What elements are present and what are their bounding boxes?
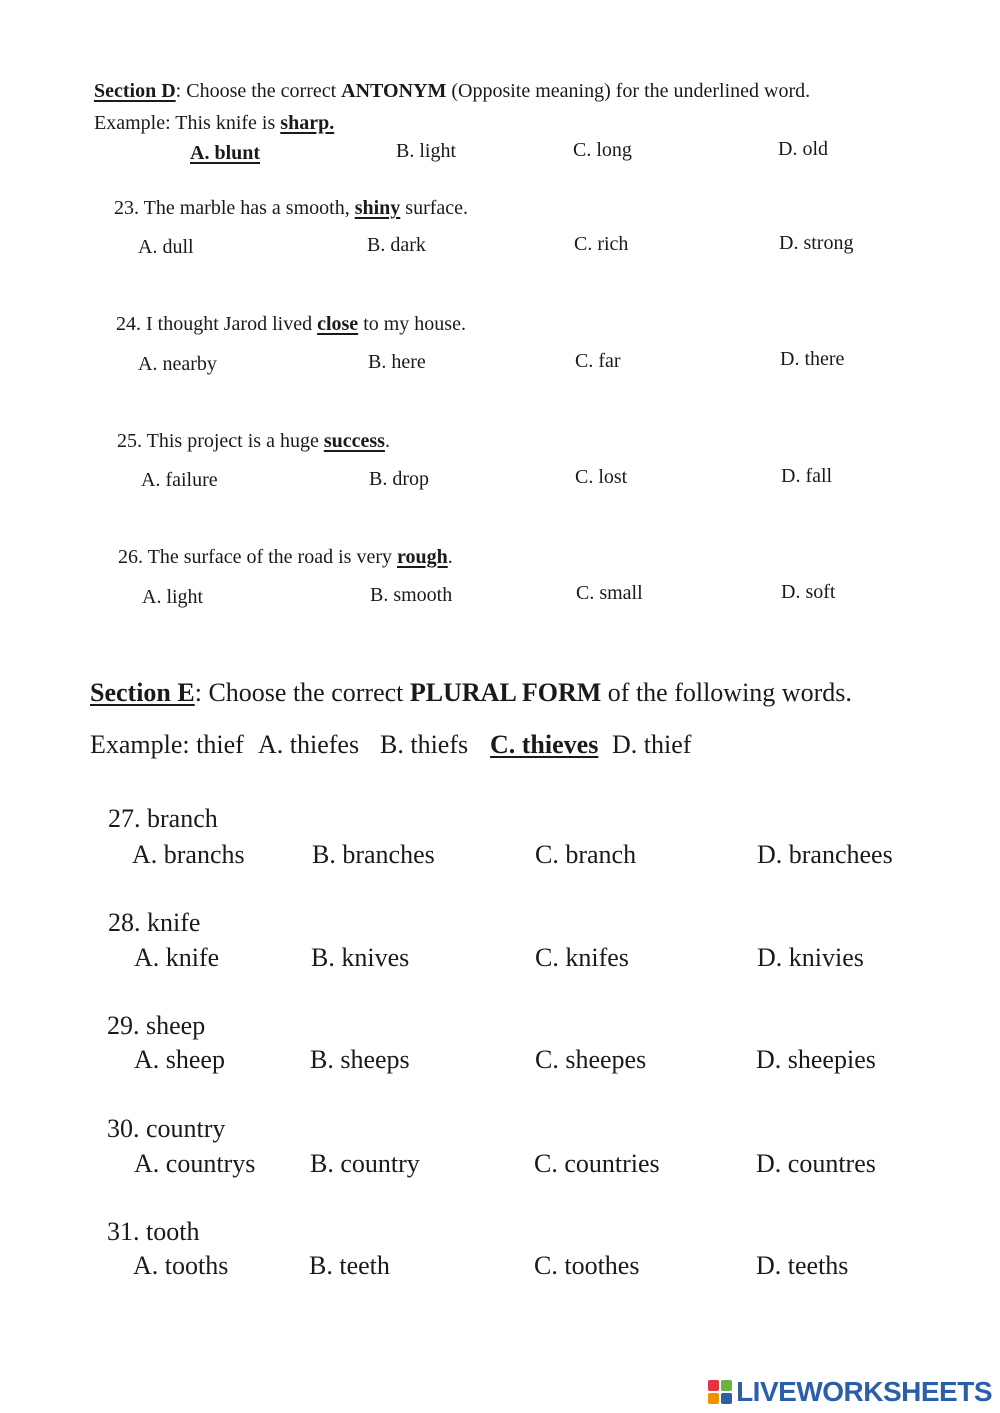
q25-option-c[interactable]: C. lost [575, 466, 628, 488]
section-e-example [90, 730, 244, 760]
q24-option-c[interactable]: C. far [575, 350, 621, 372]
example-option-c: C. long [573, 139, 632, 161]
question-text: 24. I thought Jarod lived [116, 313, 318, 335]
question-25 [117, 430, 390, 453]
q23-option-a[interactable]: A. dull [138, 236, 194, 258]
example-option-d: D. old [778, 138, 828, 160]
q30-option-c[interactable]: C. countries [534, 1149, 660, 1178]
q29-option-a[interactable]: A. sheep [134, 1045, 225, 1074]
underlined-word: shiny [354, 197, 401, 219]
q31-option-b[interactable]: B. teeth [309, 1251, 390, 1280]
q29-option-c[interactable]: C. sheepes [535, 1045, 647, 1074]
underlined-word: rough [396, 546, 448, 568]
q31-option-d[interactable]: D. teeths [756, 1251, 849, 1280]
logo-square [721, 1380, 732, 1391]
section-e-instruction-post: of the following words. [601, 678, 852, 707]
q28-option-c[interactable]: C. knifes [535, 943, 629, 972]
q30-option-b[interactable]: B. country [310, 1149, 420, 1178]
logo-square [721, 1393, 732, 1404]
section-e-label: Section E [90, 678, 195, 707]
q26-option-b[interactable]: B. smooth [370, 584, 453, 606]
question-28: 28. knife [108, 908, 201, 937]
liveworksheets-logo-icon [708, 1380, 732, 1404]
section-e-keyword: PLURAL FORM [409, 678, 602, 707]
question-29: 29. sheep [107, 1011, 206, 1040]
logo-square [708, 1393, 719, 1404]
q28-option-d[interactable]: D. knivies [757, 943, 864, 972]
question-31: 31. tooth [107, 1217, 200, 1246]
q23-option-b[interactable]: B. dark [367, 234, 426, 256]
q30-option-d[interactable]: D. countres [756, 1149, 876, 1178]
q26-option-a[interactable]: A. light [142, 586, 204, 608]
q26-option-d[interactable]: D. soft [781, 581, 836, 603]
q25-option-a[interactable]: A. failure [141, 469, 218, 491]
question-27: 27. branch [108, 804, 218, 833]
e-example-option-c: C. thieves [490, 730, 599, 759]
q25-option-d[interactable]: D. fall [781, 465, 833, 487]
q23-option-d[interactable]: D. strong [779, 232, 854, 254]
section-d-instruction-pre: : Choose the correct [175, 80, 342, 102]
section-e-instruction-pre: : Choose the correct [194, 678, 410, 707]
q30-option-a[interactable]: A. countrys [134, 1149, 256, 1178]
q25-option-b[interactable]: B. drop [369, 468, 429, 490]
q31-option-c[interactable]: C. toothes [534, 1251, 640, 1280]
section-d-heading [94, 80, 810, 103]
q29-option-b[interactable]: B. sheeps [310, 1045, 410, 1074]
underlined-word: success [323, 430, 385, 452]
q28-option-a[interactable]: A. knife [134, 943, 220, 972]
q26-option-c[interactable]: C. small [576, 582, 643, 604]
question-text-end: surface. [400, 197, 469, 219]
section-e-heading [90, 678, 852, 708]
question-23 [114, 197, 468, 220]
question-text-end: . [384, 430, 390, 452]
q29-option-d[interactable]: D. sheepies [756, 1045, 876, 1074]
question-text: 26. The surface of the road is very [118, 546, 397, 568]
q24-option-d[interactable]: D. there [780, 348, 845, 370]
question-text-end: to my house. [358, 313, 466, 335]
example-prefix: Example: thief [90, 730, 244, 759]
watermark-text: LIVEWORKSHEETS [736, 1376, 992, 1407]
question-26 [118, 546, 453, 569]
example-underlined-word: sharp. [280, 112, 335, 134]
question-24 [116, 313, 466, 336]
question-30: 30. country [107, 1114, 226, 1143]
q23-option-c[interactable]: C. rich [574, 233, 629, 255]
section-d-label: Section D [94, 80, 176, 102]
example-prefix: Example: This knife is [94, 112, 281, 134]
q28-option-b[interactable]: B. knives [311, 943, 410, 972]
q27-option-d[interactable]: D. branchees [757, 840, 893, 869]
q31-option-a[interactable]: A. tooths [133, 1251, 229, 1280]
section-d-instruction-post: (Opposite meaning) for the underlined word. [446, 80, 811, 102]
example-option-a: A. blunt [190, 142, 261, 164]
section-d-keyword: ANTONYM [341, 80, 447, 102]
underlined-word: close [317, 313, 359, 335]
q27-option-a[interactable]: A. branchs [132, 840, 245, 869]
q27-option-c[interactable]: C. branch [535, 840, 637, 869]
logo-square [708, 1380, 719, 1391]
liveworksheets-watermark [708, 1375, 992, 1409]
e-example-option-d: D. thief [612, 730, 692, 759]
e-example-option-b: B. thiefs [380, 730, 469, 759]
question-text: 25. This project is a huge [117, 430, 324, 452]
q24-option-b[interactable]: B. here [368, 351, 426, 373]
section-d-example [94, 112, 334, 135]
example-option-b: B. light [396, 140, 457, 162]
question-text-end: . [447, 546, 453, 568]
question-text: 23. The marble has a smooth, [114, 197, 355, 219]
q27-option-b[interactable]: B. branches [312, 840, 435, 869]
q24-option-a[interactable]: A. nearby [138, 353, 217, 375]
e-example-option-a: A. thiefes [258, 730, 360, 759]
